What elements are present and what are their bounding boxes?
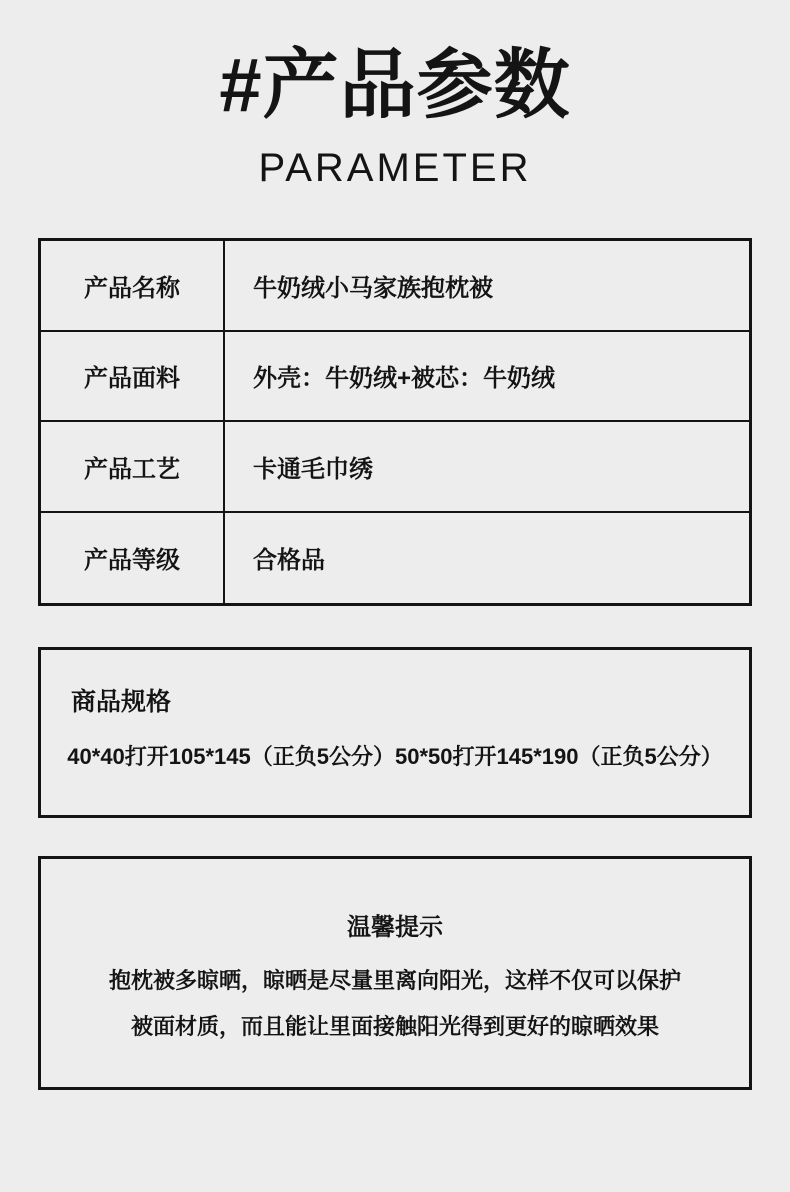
size-spec-content: 40*40打开105*145（正负5公分）50*50打开145*190（正负5公分） bbox=[67, 744, 723, 769]
tips-body bbox=[41, 958, 749, 1050]
tips-box bbox=[38, 856, 752, 1090]
spec-value-product-name: 牛奶绒小马家族抱枕被 bbox=[253, 274, 493, 302]
page-title: #产品参数 bbox=[219, 43, 571, 128]
size-spec-box bbox=[38, 647, 752, 818]
header bbox=[0, 0, 790, 191]
spec-label-product-name: 产品名称 bbox=[41, 241, 225, 330]
tips-line-1: 抱枕被多晾晒，晾晒是尽量里离向阳光，这样不仅可以保护 bbox=[108, 968, 681, 993]
spec-label-craft: 产品工艺 bbox=[41, 422, 225, 511]
page-subtitle: PARAMETER bbox=[258, 146, 532, 191]
size-spec-title: 商品规格 bbox=[71, 688, 172, 716]
tips-line-2: 被面材质，而且能让里面接触阳光得到更好的晾晒效果 bbox=[130, 1014, 659, 1039]
table-row bbox=[41, 422, 749, 513]
table-row bbox=[41, 241, 749, 332]
table-row bbox=[41, 332, 749, 423]
spec-value-craft: 卡通毛巾绣 bbox=[253, 455, 373, 483]
spec-table bbox=[38, 238, 752, 606]
spec-value-fabric: 外壳：牛奶绒+被芯：牛奶绒 bbox=[253, 365, 556, 393]
spec-label-grade: 产品等级 bbox=[41, 513, 225, 604]
tips-title: 温馨提示 bbox=[347, 914, 443, 941]
spec-value-grade: 合格品 bbox=[253, 547, 325, 575]
spec-label-fabric: 产品面料 bbox=[41, 332, 225, 421]
table-row bbox=[41, 513, 749, 604]
